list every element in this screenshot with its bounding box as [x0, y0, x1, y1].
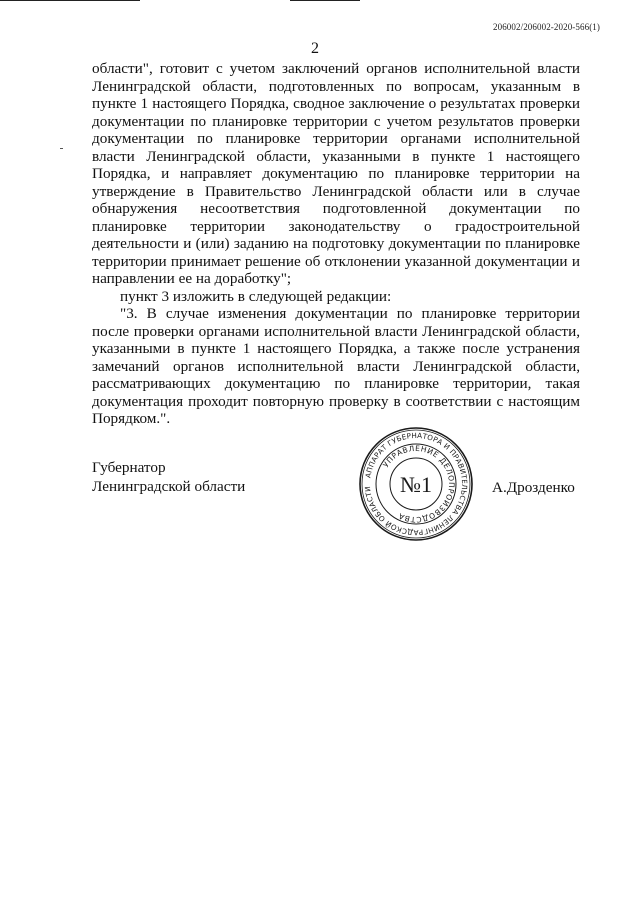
page-number: 2 [311, 40, 319, 57]
top-rule-right [290, 0, 360, 1]
signatory-name: А.Дрозденко [492, 479, 575, 496]
paragraph-1: области", готовит с учетом заключений органов исполнительной власти Ленинградской области, подготовленных по вопросам, указанным в пункте 1 настоящего Порядка, сводное заключение о результатах проверки документации по планировке территории с учетом результатов проверки документации по планировке территории органами исполнительной власти Ленинградской области, указанными в пункте 1 настоящего Порядка, и направляет документацию по планировке территории на утверждение в Правительство Ленинградской области или в случае обнаружения несоответствия подготовленной документации по планировке территории законодательству о градостроительной деятельности и (или) заданию на подготовку документации по планировке территории принимает решение об отклонении указанной документации и направлении ее на доработку"; [92, 60, 580, 287]
document-code: 206002/206002-2020-566(1) [493, 22, 600, 32]
signature-block [92, 458, 245, 496]
stamp-inner-text: УПРАВЛЕНИЕ ДЕЛОПРОИЗВОДСТВА [381, 443, 457, 525]
paragraph-2: пункт 3 изложить в следующей редакции: [120, 287, 392, 305]
paragraph-3: "3. В случае изменения документации по планировке территории после проверки органами исполнительной власти Ленинградской области, указанными в пункте 1 настоящего Порядка, а также после устранения замечаний органов исполнительной власти Ленинградской области, рассматривающих документацию по планировке территории, такая документация проходит повторную проверку в соответствии с настоящим Порядком.". [92, 305, 580, 427]
stamp-number: №1 [400, 472, 432, 497]
stamp-outer-text: АППАРАТ ГУБЕРНАТОРА И ПРАВИТЕЛЬСТВА ЛЕНИНГРАДСКОЙ ОБЛАСТИ [362, 430, 470, 538]
signature-position-line-2: Ленинградской области [92, 478, 246, 495]
official-stamp [356, 424, 476, 544]
signature-position-line-1: Губернатор [92, 459, 166, 476]
document-body [92, 60, 580, 428]
margin-mark [60, 148, 63, 149]
top-rule-left [0, 0, 140, 1]
